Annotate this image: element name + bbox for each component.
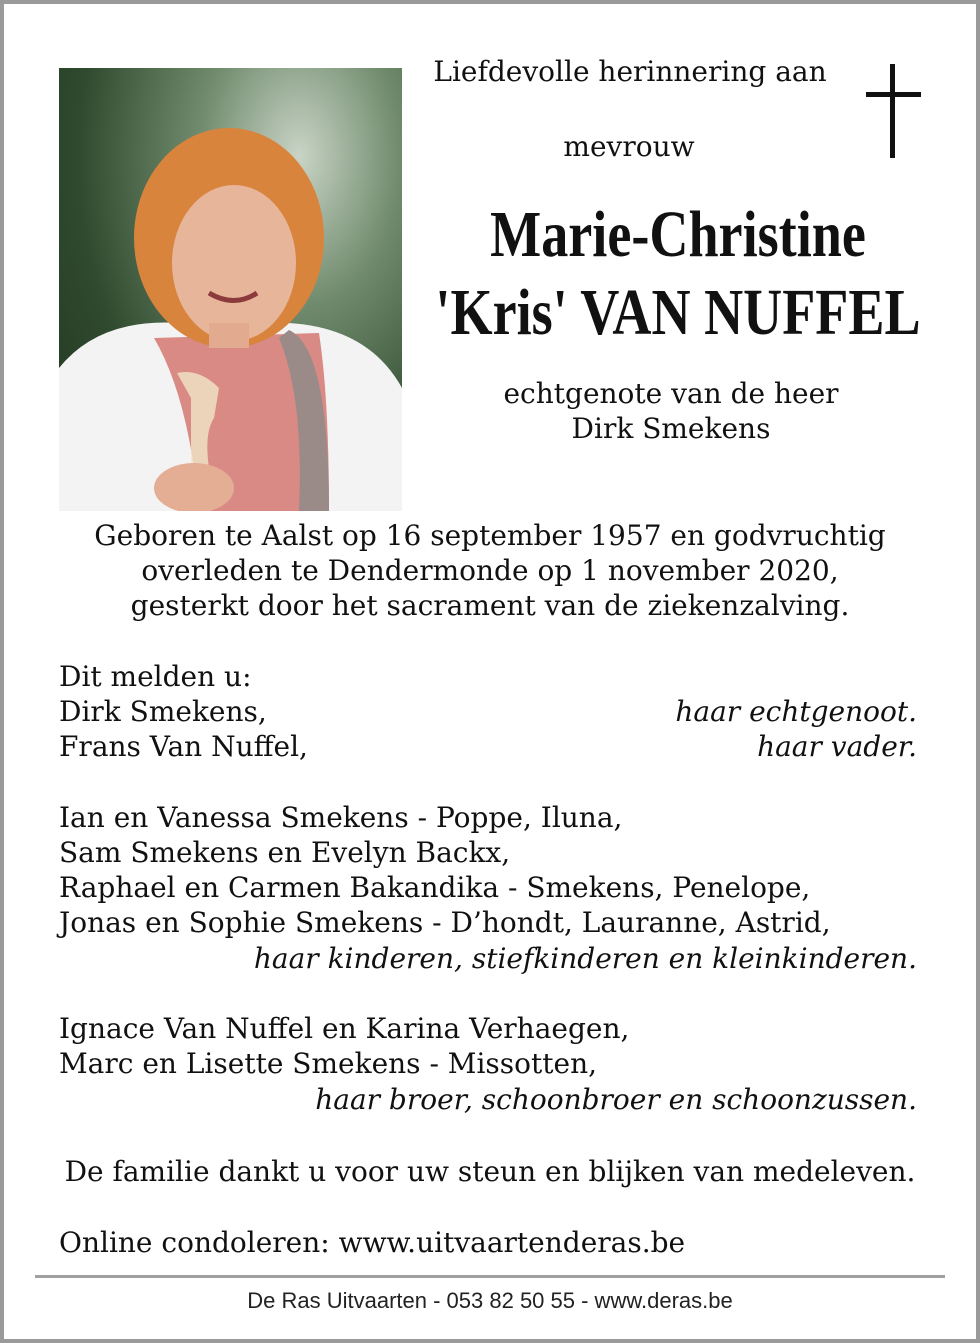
birth-line: gesterkt door het sacrament van de ziekenzalving. — [130, 589, 850, 622]
siblings-role: haar broer, schoonbroer en schoonzussen. — [315, 1083, 917, 1116]
spouse-line2: Dirk Smekens — [571, 412, 771, 445]
announce-role: haar echtgenoot. — [675, 695, 917, 728]
birth-line: Geboren te Aalst op 16 september 1957 en godvruchtig — [94, 519, 886, 552]
online-condolences: Online condoleren: www.uitvaartenderas.be — [59, 1226, 686, 1259]
spouse-line1: echtgenote van de heer — [503, 377, 839, 410]
siblings-line: Ignace Van Nuffel en Karina Verhaegen, — [59, 1012, 630, 1045]
announce-role: haar vader. — [757, 730, 917, 763]
birth-line: overleden te Dendermonde op 1 november 2020, — [141, 554, 839, 587]
announce-name: Frans Van Nuffel, — [59, 730, 308, 763]
footer-divider — [35, 1275, 945, 1278]
deceased-name-line1: Marie-Christine — [490, 198, 866, 271]
announce-name: Dirk Smekens, — [59, 695, 267, 728]
children-line: Raphael en Carmen Bakandika - Smekens, Penelope, — [59, 871, 811, 904]
intro-text: Liefdevolle herinnering aan — [433, 55, 827, 88]
title-text: mevrouw — [563, 130, 695, 163]
cross-icon — [890, 64, 895, 158]
thanks-text: De familie dankt u voor uw steun en blijken van medeleven. — [64, 1155, 916, 1188]
children-line: Sam Smekens en Evelyn Backx, — [59, 836, 511, 869]
deceased-name-line2: 'Kris' VAN NUFFEL — [435, 276, 921, 349]
siblings-line: Marc en Lisette Smekens - Missotten, — [59, 1047, 598, 1080]
cross-icon-bar — [866, 92, 921, 97]
children-line: Jonas en Sophie Smekens - D’hondt, Lauranne, Astrid, — [59, 906, 831, 939]
portrait-photo — [59, 68, 402, 511]
announce-intro: Dit melden u: — [59, 660, 252, 693]
footer-contact: De Ras Uitvaarten - 053 82 50 55 - www.deras.be — [247, 1288, 733, 1313]
children-role: haar kinderen, stiefkinderen en kleinkinderen. — [253, 942, 917, 975]
children-line: Ian en Vanessa Smekens - Poppe, Iluna, — [59, 801, 623, 834]
